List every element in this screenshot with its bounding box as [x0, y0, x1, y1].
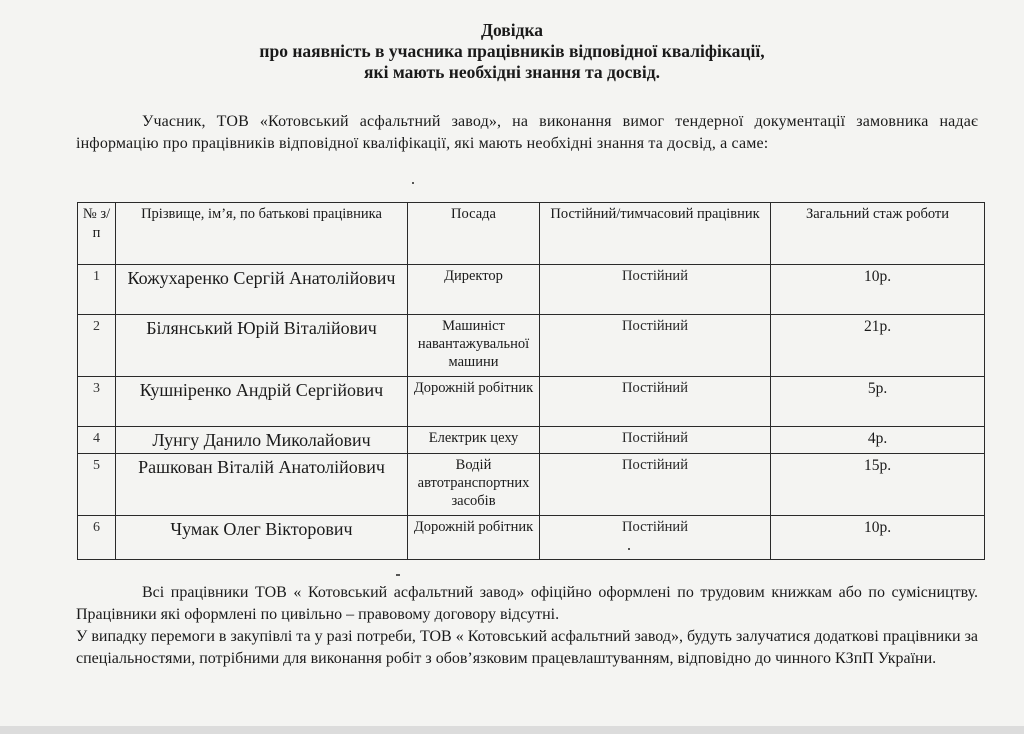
scan-speck	[396, 574, 400, 576]
header-name: Прізвище, ім’я, по батькові працівника	[116, 203, 408, 265]
cell-position: Директор	[408, 265, 540, 315]
cell-name: Лунгу Данило Миколайович	[116, 427, 408, 454]
scan-bottom-edge	[0, 726, 1024, 734]
cell-experience: 4р.	[771, 427, 985, 454]
table-row	[78, 454, 985, 516]
cell-type: Постійний	[540, 377, 771, 427]
table-row	[78, 265, 985, 315]
cell-experience: 15р.	[771, 454, 985, 516]
cell-name: Рашкован Віталій Анатолійович	[116, 454, 408, 516]
intro-paragraph: Учасник, ТОВ «Котовський асфальтний завод», на виконання вимог тендерної документації замовника надає інформацію про працівників відповідної кваліфікації, які мають необхідні знання та досвід, а саме:	[76, 113, 978, 152]
title-line-3: які мають необхідні знання та досвід.	[364, 62, 660, 82]
header-type: Постійний/тимчасовий працівник	[540, 203, 771, 265]
cell-experience: 21р.	[771, 315, 985, 377]
cell-type: Постійний	[540, 427, 771, 454]
cell-position: Дорожній робітник	[408, 377, 540, 427]
cell-name: Кожухаренко Сергій Анатолійович	[116, 265, 408, 315]
cell-position: Машиніст навантажувальної машини	[408, 315, 540, 377]
cell-type: Постійний	[540, 315, 771, 377]
cell-num: 4	[78, 427, 116, 454]
staff-table	[77, 202, 985, 560]
title-line-1: Довідка	[480, 20, 544, 40]
header-experience: Загальний стаж роботи	[771, 203, 985, 265]
cell-num: 2	[78, 315, 116, 377]
table-row	[78, 427, 985, 454]
header-num: № з/п	[78, 203, 116, 265]
cell-position: Водій автотранспортних засобів	[408, 454, 540, 516]
document-title	[0, 20, 1024, 83]
title-line-2: про наявність в учасника працівників відповідної кваліфікації,	[259, 41, 765, 61]
table-row	[78, 516, 985, 560]
footer-paragraph-1: Всі працівники ТОВ « Котовський асфальтний завод» офіційно оформлені по трудовим книжкам або по сумісництву. Працівники які оформлені по цивільно – правовому договору відсутні.	[76, 584, 978, 623]
cell-num: 3	[78, 377, 116, 427]
cell-name: Чумак Олег Вікторович	[116, 516, 408, 560]
cell-position: Дорожній робітник	[408, 516, 540, 560]
cell-type: Постійний	[540, 516, 771, 560]
cell-name: Кушніренко Андрій Сергійович	[116, 377, 408, 427]
header-position: Посада	[408, 203, 540, 265]
footer-paragraph-2: У випадку перемоги в закупівлі та у разі потреби, ТОВ « Котовський асфальтний завод», будуть залучатися додаткові працівники за спеціальностями, потрібними для виконання робіт з обов’язковим працевлаштуванням, відповідно до чинного КЗпП України.	[76, 628, 978, 667]
cell-num: 1	[78, 265, 116, 315]
cell-experience: 10р.	[771, 516, 985, 560]
cell-experience: 10р.	[771, 265, 985, 315]
table-row	[78, 315, 985, 377]
scan-speck	[628, 548, 630, 550]
cell-type: Постійний	[540, 265, 771, 315]
cell-num: 6	[78, 516, 116, 560]
table-row	[78, 377, 985, 427]
cell-position: Електрик цеху	[408, 427, 540, 454]
cell-experience: 5р.	[771, 377, 985, 427]
table-header-row	[78, 203, 985, 265]
footer-text	[76, 582, 978, 670]
scan-speck	[412, 182, 414, 184]
cell-name: Білянський Юрій Віталійович	[116, 315, 408, 377]
cell-type: Постійний	[540, 454, 771, 516]
cell-num: 5	[78, 454, 116, 516]
